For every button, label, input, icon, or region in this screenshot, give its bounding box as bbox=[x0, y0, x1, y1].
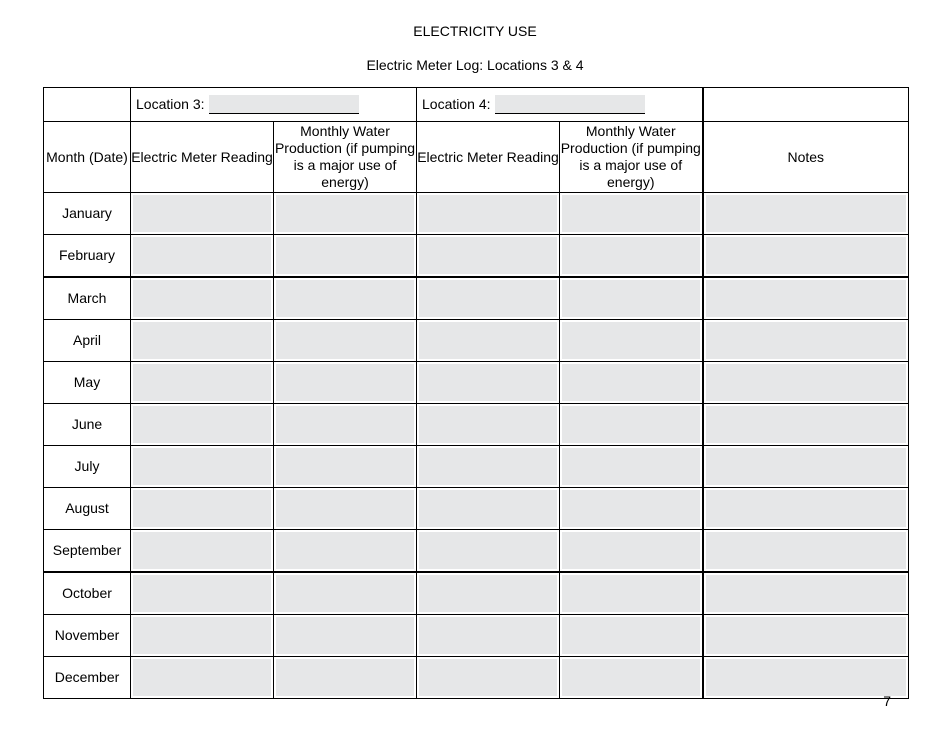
water-3-field[interactable] bbox=[276, 364, 414, 401]
month-label: August bbox=[44, 488, 131, 530]
meter-3-field[interactable] bbox=[133, 280, 271, 317]
location-3-label: Location 3: bbox=[136, 96, 205, 112]
meter-3-field-cell bbox=[131, 235, 274, 278]
water-4-field-cell bbox=[560, 572, 703, 615]
month-rows bbox=[44, 193, 909, 699]
meter-4-field-cell bbox=[417, 320, 560, 362]
water-3-field[interactable] bbox=[276, 237, 414, 274]
meter-3-field[interactable] bbox=[133, 575, 271, 612]
month-label: July bbox=[44, 446, 131, 488]
table-row bbox=[44, 657, 909, 699]
meter-4-field-cell bbox=[417, 488, 560, 530]
water-3-field[interactable] bbox=[276, 617, 414, 654]
water-4-field[interactable] bbox=[562, 490, 700, 527]
meter-3-field[interactable] bbox=[133, 322, 271, 359]
table-row bbox=[44, 572, 909, 615]
water-3-field[interactable] bbox=[276, 490, 414, 527]
water-3-field[interactable] bbox=[276, 195, 414, 232]
water-4-field[interactable] bbox=[562, 364, 700, 401]
water-3-field-cell bbox=[274, 362, 417, 404]
table-row bbox=[44, 530, 909, 573]
water-4-field-cell bbox=[560, 530, 703, 573]
meter-3-field-cell bbox=[131, 404, 274, 446]
meter-3-field-cell bbox=[131, 320, 274, 362]
water-3-field[interactable] bbox=[276, 322, 414, 359]
meter-4-field-cell bbox=[417, 657, 560, 699]
meter-3-field-cell bbox=[131, 362, 274, 404]
meter-3-field-cell bbox=[131, 657, 274, 699]
location-3-input[interactable] bbox=[209, 95, 359, 114]
month-label: October bbox=[44, 572, 131, 615]
water-3-field-cell bbox=[274, 530, 417, 573]
water-4-field[interactable] bbox=[562, 448, 700, 485]
notes-field[interactable] bbox=[706, 280, 907, 317]
water-3-field-cell bbox=[274, 320, 417, 362]
notes-field-cell bbox=[703, 320, 909, 362]
meter-4-field[interactable] bbox=[419, 322, 557, 359]
meter-3-field[interactable] bbox=[133, 448, 271, 485]
meter-4-field[interactable] bbox=[419, 532, 557, 569]
water-4-field[interactable] bbox=[562, 195, 700, 232]
column-header-water-4: Monthly Water Production (if pumping is a major use of energy) bbox=[560, 122, 703, 193]
water-3-field-cell bbox=[274, 277, 417, 320]
meter-4-field[interactable] bbox=[419, 237, 557, 274]
month-label: December bbox=[44, 657, 131, 699]
water-3-field[interactable] bbox=[276, 280, 414, 317]
meter-3-field[interactable] bbox=[133, 195, 271, 232]
electric-meter-log-table bbox=[43, 87, 909, 699]
meter-4-field[interactable] bbox=[419, 659, 557, 696]
water-4-field-cell bbox=[560, 488, 703, 530]
meter-4-field-cell bbox=[417, 530, 560, 573]
table-row bbox=[44, 615, 909, 657]
meter-4-field[interactable] bbox=[419, 575, 557, 612]
table-row bbox=[44, 320, 909, 362]
water-4-field[interactable] bbox=[562, 280, 700, 317]
notes-field[interactable] bbox=[706, 195, 907, 232]
water-3-field-cell bbox=[274, 572, 417, 615]
month-label: April bbox=[44, 320, 131, 362]
meter-4-field-cell bbox=[417, 235, 560, 278]
month-label: June bbox=[44, 404, 131, 446]
water-4-field[interactable] bbox=[562, 322, 700, 359]
water-4-field-cell bbox=[560, 320, 703, 362]
meter-4-field[interactable] bbox=[419, 490, 557, 527]
column-header-meter-4: Electric Meter Reading bbox=[417, 122, 560, 193]
water-3-field[interactable] bbox=[276, 532, 414, 569]
water-3-field-cell bbox=[274, 235, 417, 278]
location-4-cell bbox=[417, 88, 703, 122]
meter-4-field-cell bbox=[417, 572, 560, 615]
water-3-field[interactable] bbox=[276, 406, 414, 443]
meter-3-field[interactable] bbox=[133, 364, 271, 401]
water-3-field-cell bbox=[274, 404, 417, 446]
meter-4-field-cell bbox=[417, 446, 560, 488]
notes-field-cell bbox=[703, 615, 909, 657]
table-row bbox=[44, 404, 909, 446]
notes-field[interactable] bbox=[706, 532, 907, 569]
meter-3-field[interactable] bbox=[133, 406, 271, 443]
meter-4-field-cell bbox=[417, 404, 560, 446]
month-label: January bbox=[44, 193, 131, 235]
water-4-field-cell bbox=[560, 362, 703, 404]
notes-field-cell bbox=[703, 235, 909, 278]
meter-4-field[interactable] bbox=[419, 364, 557, 401]
column-header-meter-3: Electric Meter Reading bbox=[131, 122, 274, 193]
water-3-field-cell bbox=[274, 657, 417, 699]
meter-3-field[interactable] bbox=[133, 490, 271, 527]
water-4-field[interactable] bbox=[562, 532, 700, 569]
water-4-field-cell bbox=[560, 404, 703, 446]
water-4-field[interactable] bbox=[562, 575, 700, 612]
table-row bbox=[44, 446, 909, 488]
month-label: May bbox=[44, 362, 131, 404]
meter-4-field-cell bbox=[417, 362, 560, 404]
water-4-field-cell bbox=[560, 657, 703, 699]
column-header-notes: Notes bbox=[703, 122, 909, 193]
water-4-field-cell bbox=[560, 446, 703, 488]
page-number: 7 bbox=[883, 693, 891, 709]
water-4-field-cell bbox=[560, 615, 703, 657]
column-header-month: Month (Date) bbox=[44, 122, 131, 193]
notes-field[interactable] bbox=[706, 237, 907, 274]
location-4-input[interactable] bbox=[495, 95, 645, 114]
water-3-field-cell bbox=[274, 615, 417, 657]
meter-3-field-cell bbox=[131, 446, 274, 488]
meter-3-field-cell bbox=[131, 530, 274, 573]
notes-field-cell bbox=[703, 488, 909, 530]
water-3-field[interactable] bbox=[276, 448, 414, 485]
notes-field-cell bbox=[703, 446, 909, 488]
meter-3-field-cell bbox=[131, 488, 274, 530]
meter-4-field[interactable] bbox=[419, 406, 557, 443]
meter-4-field-cell bbox=[417, 615, 560, 657]
water-3-field-cell bbox=[274, 488, 417, 530]
notes-field[interactable] bbox=[706, 490, 907, 527]
table-row bbox=[44, 488, 909, 530]
water-4-field[interactable] bbox=[562, 617, 700, 654]
month-label: September bbox=[44, 530, 131, 573]
meter-4-field[interactable] bbox=[419, 280, 557, 317]
meter-3-field[interactable] bbox=[133, 237, 271, 274]
water-4-field[interactable] bbox=[562, 659, 700, 696]
meter-3-field-cell bbox=[131, 572, 274, 615]
notes-field[interactable] bbox=[706, 617, 907, 654]
notes-field[interactable] bbox=[706, 659, 907, 696]
month-label: November bbox=[44, 615, 131, 657]
meter-4-field-cell bbox=[417, 277, 560, 320]
location-3-cell bbox=[131, 88, 417, 122]
notes-field-cell bbox=[703, 657, 909, 699]
meter-4-field[interactable] bbox=[419, 617, 557, 654]
water-4-field-cell bbox=[560, 235, 703, 278]
meter-4-field-cell bbox=[417, 193, 560, 235]
water-3-field[interactable] bbox=[276, 659, 414, 696]
month-label: March bbox=[44, 277, 131, 320]
table-row bbox=[44, 277, 909, 320]
month-label: February bbox=[44, 235, 131, 278]
meter-3-field-cell bbox=[131, 193, 274, 235]
notes-field-cell bbox=[703, 193, 909, 235]
notes-field-cell bbox=[703, 530, 909, 573]
notes-field[interactable] bbox=[706, 575, 907, 612]
water-3-field-cell bbox=[274, 193, 417, 235]
meter-3-field-cell bbox=[131, 615, 274, 657]
page-subtitle: Electric Meter Log: Locations 3 & 4 bbox=[366, 57, 584, 73]
water-4-field[interactable] bbox=[562, 406, 700, 443]
notes-field[interactable] bbox=[706, 364, 907, 401]
meter-4-field[interactable] bbox=[419, 195, 557, 232]
table-row bbox=[44, 235, 909, 278]
water-4-field[interactable] bbox=[562, 237, 700, 274]
notes-field-cell bbox=[703, 572, 909, 615]
notes-field-cell bbox=[703, 362, 909, 404]
meter-3-field[interactable] bbox=[133, 659, 271, 696]
notes-field[interactable] bbox=[706, 406, 907, 443]
location-4-label: Location 4: bbox=[422, 96, 491, 112]
table-row bbox=[44, 362, 909, 404]
meter-3-field[interactable] bbox=[133, 532, 271, 569]
water-3-field[interactable] bbox=[276, 575, 414, 612]
table-row bbox=[44, 193, 909, 235]
notes-field[interactable] bbox=[706, 448, 907, 485]
location-row-empty-cell bbox=[44, 88, 131, 122]
meter-4-field[interactable] bbox=[419, 448, 557, 485]
meter-3-field[interactable] bbox=[133, 617, 271, 654]
notes-field[interactable] bbox=[706, 322, 907, 359]
column-header-water-3: Monthly Water Production (if pumping is a major use of energy) bbox=[274, 122, 417, 193]
header-row bbox=[44, 122, 909, 193]
notes-field-cell bbox=[703, 404, 909, 446]
water-3-field-cell bbox=[274, 446, 417, 488]
water-4-field-cell bbox=[560, 277, 703, 320]
meter-3-field-cell bbox=[131, 277, 274, 320]
notes-field-cell bbox=[703, 277, 909, 320]
water-4-field-cell bbox=[560, 193, 703, 235]
location-row-notes-cell bbox=[703, 88, 909, 122]
location-row bbox=[44, 88, 909, 122]
page-title: ELECTRICITY USE bbox=[413, 23, 537, 39]
